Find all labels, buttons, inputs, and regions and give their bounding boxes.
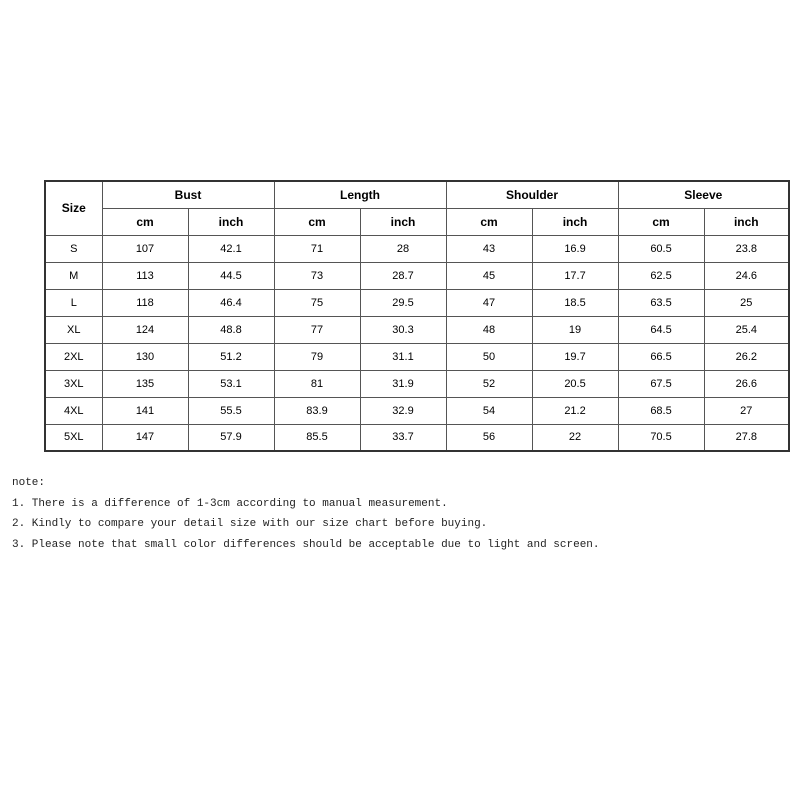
value-cell: 63.5	[618, 289, 704, 316]
value-cell: 43	[446, 235, 532, 262]
value-cell: 85.5	[274, 424, 360, 451]
value-cell: 48.8	[188, 316, 274, 343]
sleeve-inch-header: inch	[704, 208, 789, 235]
value-cell: 17.7	[532, 262, 618, 289]
bust-header: Bust	[102, 181, 274, 208]
value-cell: 66.5	[618, 343, 704, 370]
value-cell: 118	[102, 289, 188, 316]
bust-inch-header: inch	[188, 208, 274, 235]
size-cell: XL	[45, 316, 102, 343]
value-cell: 22	[532, 424, 618, 451]
table-row	[45, 370, 789, 397]
value-cell: 32.9	[360, 397, 446, 424]
value-cell: 113	[102, 262, 188, 289]
value-cell: 141	[102, 397, 188, 424]
value-cell: 83.9	[274, 397, 360, 424]
table-row	[45, 235, 789, 262]
note-item-3: 3. Please note that small color differences should be acceptable due to light and screen.	[12, 538, 600, 551]
value-cell: 29.5	[360, 289, 446, 316]
value-cell: 60.5	[618, 235, 704, 262]
value-cell: 24.6	[704, 262, 789, 289]
value-cell: 19	[532, 316, 618, 343]
value-cell: 68.5	[618, 397, 704, 424]
value-cell: 16.9	[532, 235, 618, 262]
sleeve-header: Sleeve	[618, 181, 789, 208]
size-chart-table	[44, 180, 790, 452]
table-row	[45, 397, 789, 424]
value-cell: 46.4	[188, 289, 274, 316]
value-cell: 73	[274, 262, 360, 289]
value-cell: 48	[446, 316, 532, 343]
length-cm-header: cm	[274, 208, 360, 235]
value-cell: 25.4	[704, 316, 789, 343]
table-row	[45, 289, 789, 316]
value-cell: 64.5	[618, 316, 704, 343]
size-table-body	[45, 235, 789, 451]
group-header-row	[45, 181, 789, 208]
value-cell: 52	[446, 370, 532, 397]
value-cell: 31.1	[360, 343, 446, 370]
value-cell: 51.2	[188, 343, 274, 370]
value-cell: 70.5	[618, 424, 704, 451]
value-cell: 147	[102, 424, 188, 451]
value-cell: 71	[274, 235, 360, 262]
value-cell: 23.8	[704, 235, 789, 262]
table-row	[45, 262, 789, 289]
value-cell: 107	[102, 235, 188, 262]
value-cell: 56	[446, 424, 532, 451]
value-cell: 28.7	[360, 262, 446, 289]
value-cell: 55.5	[188, 397, 274, 424]
value-cell: 27.8	[704, 424, 789, 451]
length-header: Length	[274, 181, 446, 208]
note-item-2: 2. Kindly to compare your detail size with our size chart before buying.	[12, 518, 488, 530]
size-cell: 5XL	[45, 424, 102, 451]
value-cell: 21.2	[532, 397, 618, 424]
unit-header-row	[45, 208, 789, 235]
size-cell: S	[45, 235, 102, 262]
value-cell: 30.3	[360, 316, 446, 343]
value-cell: 79	[274, 343, 360, 370]
size-cell: 2XL	[45, 343, 102, 370]
sleeve-cm-header: cm	[618, 208, 704, 235]
shoulder-cm-header: cm	[446, 208, 532, 235]
value-cell: 53.1	[188, 370, 274, 397]
value-cell: 47	[446, 289, 532, 316]
value-cell: 130	[102, 343, 188, 370]
table-row	[45, 424, 789, 451]
value-cell: 45	[446, 262, 532, 289]
value-cell: 50	[446, 343, 532, 370]
table-row	[45, 343, 789, 370]
value-cell: 124	[102, 316, 188, 343]
note-item-1: 1. There is a difference of 1-3cm according to manual measurement.	[12, 497, 448, 510]
value-cell: 57.9	[188, 424, 274, 451]
value-cell: 135	[102, 370, 188, 397]
size-cell: L	[45, 289, 102, 316]
size-cell: 4XL	[45, 397, 102, 424]
value-cell: 20.5	[532, 370, 618, 397]
value-cell: 27	[704, 397, 789, 424]
value-cell: 75	[274, 289, 360, 316]
value-cell: 25	[704, 289, 789, 316]
value-cell: 67.5	[618, 370, 704, 397]
value-cell: 77	[274, 316, 360, 343]
size-cell: M	[45, 262, 102, 289]
shoulder-header: Shoulder	[446, 181, 618, 208]
value-cell: 33.7	[360, 424, 446, 451]
value-cell: 31.9	[360, 370, 446, 397]
notes-section	[12, 473, 600, 555]
value-cell: 19.7	[532, 343, 618, 370]
table-row	[45, 316, 789, 343]
size-cell: 3XL	[45, 370, 102, 397]
value-cell: 42.1	[188, 235, 274, 262]
length-inch-header: inch	[360, 208, 446, 235]
value-cell: 44.5	[188, 262, 274, 289]
value-cell: 26.2	[704, 343, 789, 370]
value-cell: 54	[446, 397, 532, 424]
notes-title: note:	[12, 477, 46, 489]
value-cell: 81	[274, 370, 360, 397]
size-header: Size	[45, 181, 102, 235]
value-cell: 28	[360, 235, 446, 262]
bust-cm-header: cm	[102, 208, 188, 235]
value-cell: 62.5	[618, 262, 704, 289]
value-cell: 18.5	[532, 289, 618, 316]
shoulder-inch-header: inch	[532, 208, 618, 235]
value-cell: 26.6	[704, 370, 789, 397]
